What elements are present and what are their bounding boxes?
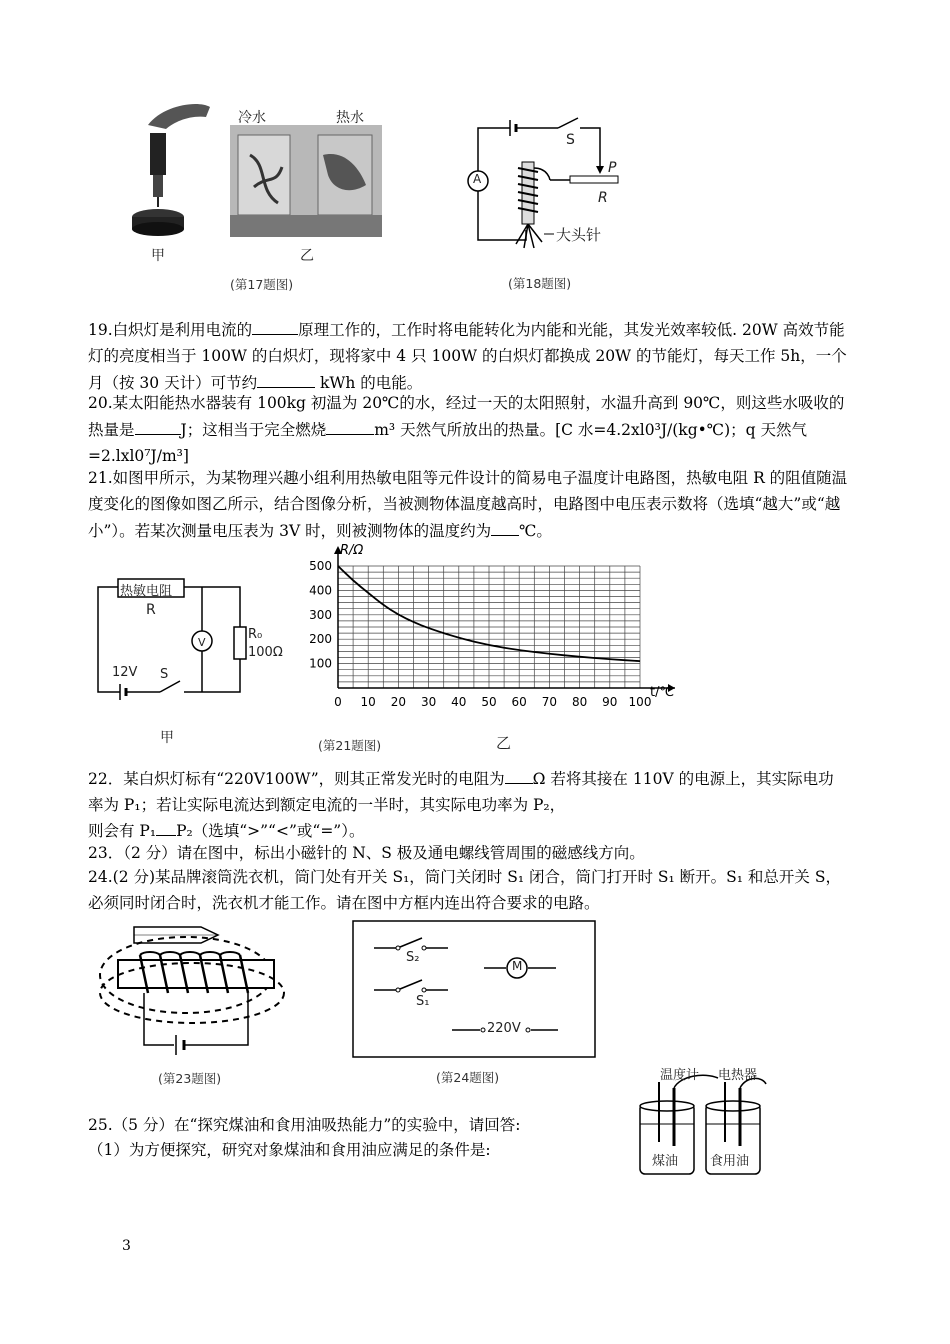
q21-text-2: ℃。 (519, 522, 552, 540)
x-tick-label: 40 (451, 695, 467, 709)
q21-text-1: 21.如图甲所示，为某物理兴趣小组利用热敏电阻等元件设计的简易电子温度计电路图，热敏电阻 R 的阻值随温度变化的图像如图乙所示，结合图像分析，当被测物体温度越高时，电路图中电压表示数将（选填“越大”或“越小”）。若某次测量电压表为 3V 时，则被测物体的温度约为 (88, 469, 848, 540)
fig21-label-r0: R₀ (248, 627, 263, 642)
x-tick-label: 30 (420, 695, 437, 709)
q22-blank-2[interactable] (156, 817, 176, 836)
figure-24 (352, 920, 602, 1090)
question-23: 23．（2 分）请在图中，标出小磁针的 N、S 极及通电螺线管周围的磁感线方向。 (88, 844, 645, 862)
question-21 (88, 465, 848, 544)
fig17-label-yi: 乙 (300, 248, 314, 264)
q19-text-1: 19.白炽灯是利用电流的 (88, 321, 253, 339)
y-tick-label: 300 (309, 607, 332, 622)
fig21-label-jia: 甲 (160, 730, 174, 746)
x-tick-label: 90 (602, 695, 618, 709)
fig25-label-heater: 电热器 (718, 1068, 758, 1083)
fig21-label-yi: 乙 (496, 734, 512, 752)
q21-blank-1[interactable] (491, 517, 519, 536)
fig24-label-s1: S₁ (416, 994, 430, 1009)
fig18-caption: (第18题图) (508, 276, 572, 291)
fig21-caption: (第21题图) (318, 738, 382, 753)
fig25-label-oil: 食用油 (710, 1154, 750, 1169)
y-tick-label: 400 (309, 583, 332, 598)
q19-text-2: 原理工作的，工作时将电能转化为内能和光能，其发光效率较低. 20W 高效节能灯的亮度相当于 100W 的白炽灯，现将家中 4 只 100W 的白炽灯都换成 20W 的节能灯，每天工作 5h，一个月（按 30 天计）可节约 (88, 321, 847, 392)
r-t-chart (300, 538, 700, 728)
figure-21-circuit (88, 575, 283, 755)
figure-25 (634, 1062, 774, 1182)
fig18-label-a: A (473, 172, 482, 186)
q19-blank-2[interactable] (257, 369, 315, 388)
fig21-label-thermistor: 热敏电阻 (120, 584, 173, 599)
q20-blank-1[interactable] (135, 416, 181, 435)
fig25-label-kerosene: 煤油 (652, 1154, 679, 1169)
figure-18-drawing (458, 110, 658, 270)
q22-blank-1[interactable] (505, 765, 533, 784)
fig25-label-thermometer: 温度计 (660, 1068, 700, 1083)
fig21-label-100ohm: 100Ω (248, 645, 283, 660)
figure-17 (118, 95, 398, 295)
y-tick-label: 100 (309, 656, 332, 671)
x-tick-label: 20 (390, 695, 407, 709)
q19-blank-1[interactable] (252, 316, 298, 335)
figure-24-drawing (352, 920, 602, 1060)
q19-text-3: kWh 的电能。 (315, 374, 423, 392)
question-24: 24.(2 分)某品牌滚筒洗衣机，筒门处有开关 S₁，筒门关闭时 S₁ 闭合，筒门打开时 S₁ 断开。S₁ 和总开关 S，必须同时闭合时，洗衣机才能工作。请在图中方框内连出符合要求的电路。 (88, 868, 841, 912)
fig18-label-r: R (598, 190, 608, 206)
fig18-label-s: S (566, 132, 575, 148)
q20-text-2: J；这相当于完全燃烧 (180, 421, 327, 439)
figure-23 (96, 915, 306, 1090)
q22-text-1: 22．某白炽灯标有“220V100W”，则其正常发光时的电阻为 (88, 770, 505, 788)
question-20 (88, 390, 848, 469)
fig17-label-jia: 甲 (151, 248, 165, 264)
figure-23-drawing (96, 915, 306, 1065)
question-22 (88, 765, 848, 818)
figure-21-circuit-drawing (88, 575, 258, 705)
x-tick-label: 80 (571, 695, 588, 709)
x-tick-label: 100 (628, 695, 652, 709)
fig21-label-s: S (160, 667, 169, 682)
x-tick-label: 0 (334, 695, 342, 709)
y-tick-label: 200 (309, 632, 332, 647)
fig21-label-v: V (198, 636, 206, 649)
fig24-label-220v: 220V (487, 1021, 521, 1036)
q20-blank-2[interactable] (326, 416, 374, 435)
y-tick-label: 500 (309, 559, 332, 573)
fig24-label-m: M (512, 959, 523, 973)
fig24-label-s2: S₂ (406, 950, 420, 965)
fig18-label-p: P (608, 160, 617, 176)
q22-text-4: P₂（选填“>”“<”或“=”）。 (176, 822, 365, 840)
fig17-label-cold: 冷水 (238, 110, 266, 126)
fig17-caption: (第17题图) (230, 277, 294, 292)
chart-xlabel: t/℃ (650, 685, 675, 700)
page-number: 3 (122, 1238, 131, 1254)
fig24-caption: (第24题图) (436, 1070, 500, 1085)
fig17-label-hot: 热水 (336, 110, 364, 126)
x-tick-label: 10 (360, 695, 376, 709)
x-tick-label: 60 (511, 695, 527, 709)
q22-text-3: 则会有 P₁ (88, 822, 157, 840)
chart-ylabel: R/Ω (340, 543, 364, 558)
question-25: 25.（5 分）在“探究煤油和食用油吸热能力”的实验中，请回答: (88, 1116, 521, 1134)
figure-21-chart (300, 538, 700, 758)
fig21-label-12v: 12V (112, 665, 138, 680)
fig18-label-pins: 大头针 (556, 226, 602, 244)
question-25-part1: （1）为方便探究，研究对象煤油和食用油应满足的条件是: (88, 1141, 491, 1159)
q20-text-1: 20.某太阳能热水器装有 100kg 初温为 20℃的水，经过一天的太阳照射，水温升高到 90℃，则这些水吸收的热量是 (88, 394, 845, 439)
q20-text-3: m³ 天然气所放出的热量。[C 水=4.2xl0³J/(kg•℃)；q 天然气 =2.lxl0⁷J/m³] (88, 421, 812, 465)
q22-text-2: Ω 若将其接在 110V 的电源上，其实际电功率为 P₁；若让实际电流达到额定电流的一半时，其实际电功率为 P₂， (88, 770, 834, 814)
x-tick-label: 50 (481, 695, 497, 709)
question-19 (88, 316, 848, 396)
figure-18 (458, 110, 658, 295)
x-tick-label: 70 (541, 695, 558, 709)
fig21-label-r: R (146, 602, 156, 618)
fig23-caption: (第23题图) (158, 1071, 222, 1086)
